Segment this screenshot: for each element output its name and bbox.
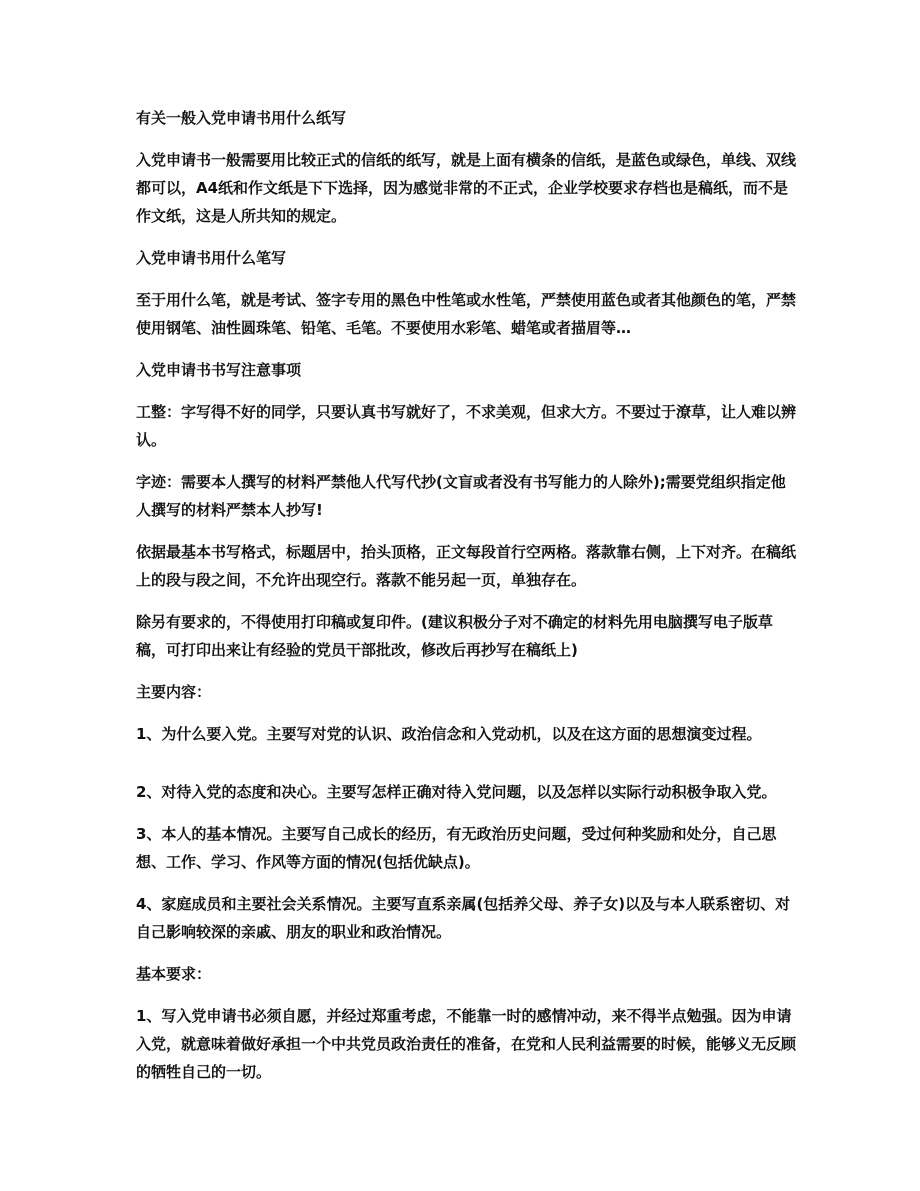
paragraph-content-4: 4、家庭成员和主要社会关系情况。主要写直系亲属(包括养父母、养子女)以及与本人联系密切、对自己影响较深的亲戚、朋友的职业和政治情况。 [136,895,791,941]
paragraph-no-print: 除另有要求的，不得使用打印稿或复印件。(建议积极分子对不确定的材料先用电脑撰写电子版草稿，可打印出来让有经验的党员干部批改，修改后再抄写在稿纸上) [136,613,773,659]
paragraph-paper-detail: 入党申请书一般需要用比较正式的信纸的纸写，就是上面有横条的信纸，是蓝色或绿色，单线、双线都可以，A4纸和作文纸是下下选择，因为感觉非常的不正式，企业学校要求存档也是稿纸，而不是作文纸，这是人所共知的规定。 [136,151,797,225]
paragraph-requirement-1: 1、写入党申请书必须自愿，并经过郑重考虑，不能靠一时的感情冲动，来不得半点勉强。因为申请入党，就意味着做好承担一个中共党员政治责任的准备，在党和人民利益需要的时候，能够义无反顾的牺牲自己的一切。 [136,1007,797,1081]
heading-main-content: 主要内容： [136,683,212,701]
paragraph-content-1: 1、为什么要入党。主要写对党的认识、政治信念和入党动机，以及在这方面的思想演变过程。 [136,725,762,743]
paragraph-content-3: 3、本人的基本情况。主要写自己成长的经历，有无政治历史问题，受过何种奖励和处分，自己思想、工作、学习、作风等方面的情况(包括优缺点)。 [136,825,777,871]
heading-basic-requirements: 基本要求： [136,965,212,983]
heading-pen-choice: 入党申请书用什么笔写 [136,249,287,267]
paragraph-handwriting: 字迹：需要本人撰写的材料严禁他人代写代抄(文盲或者没有书写能力的人除外);需要党组织指定他人撰写的材料严禁本人抄写! [136,473,786,519]
paragraph-format: 依据最基本书写格式，标题居中，抬头顶格，正文每段首行空两格。落款靠右侧，上下对齐。在稿纸上的段与段之间，不允许出现空行。落款不能另起一页，单独存在。 [136,543,797,589]
heading-writing-notes: 入党申请书书写注意事项 [136,361,302,379]
paragraph-pen-detail: 至于用什么笔，就是考试、签字专用的黑色中性笔或水性笔，严禁使用蓝色或者其他颜色的笔，严禁使用钢笔、油性圆珠笔、铅笔、毛笔。不要使用水彩笔、蜡笔或者描眉等… [136,291,797,337]
paragraph-neatness: 工整：字写得不好的同学，只要认真书写就好了，不求美观，但求大方。不要过于潦草，让人难以辨认。 [136,403,797,449]
paragraph-content-2: 2、对待入党的态度和决心。主要写怎样正确对待入党问题，以及怎样以实际行动积极争取入党。 [136,783,777,801]
title-paper-choice: 有关一般入党申请书用什么纸写 [136,109,347,127]
document-page [136,104,798,1100]
